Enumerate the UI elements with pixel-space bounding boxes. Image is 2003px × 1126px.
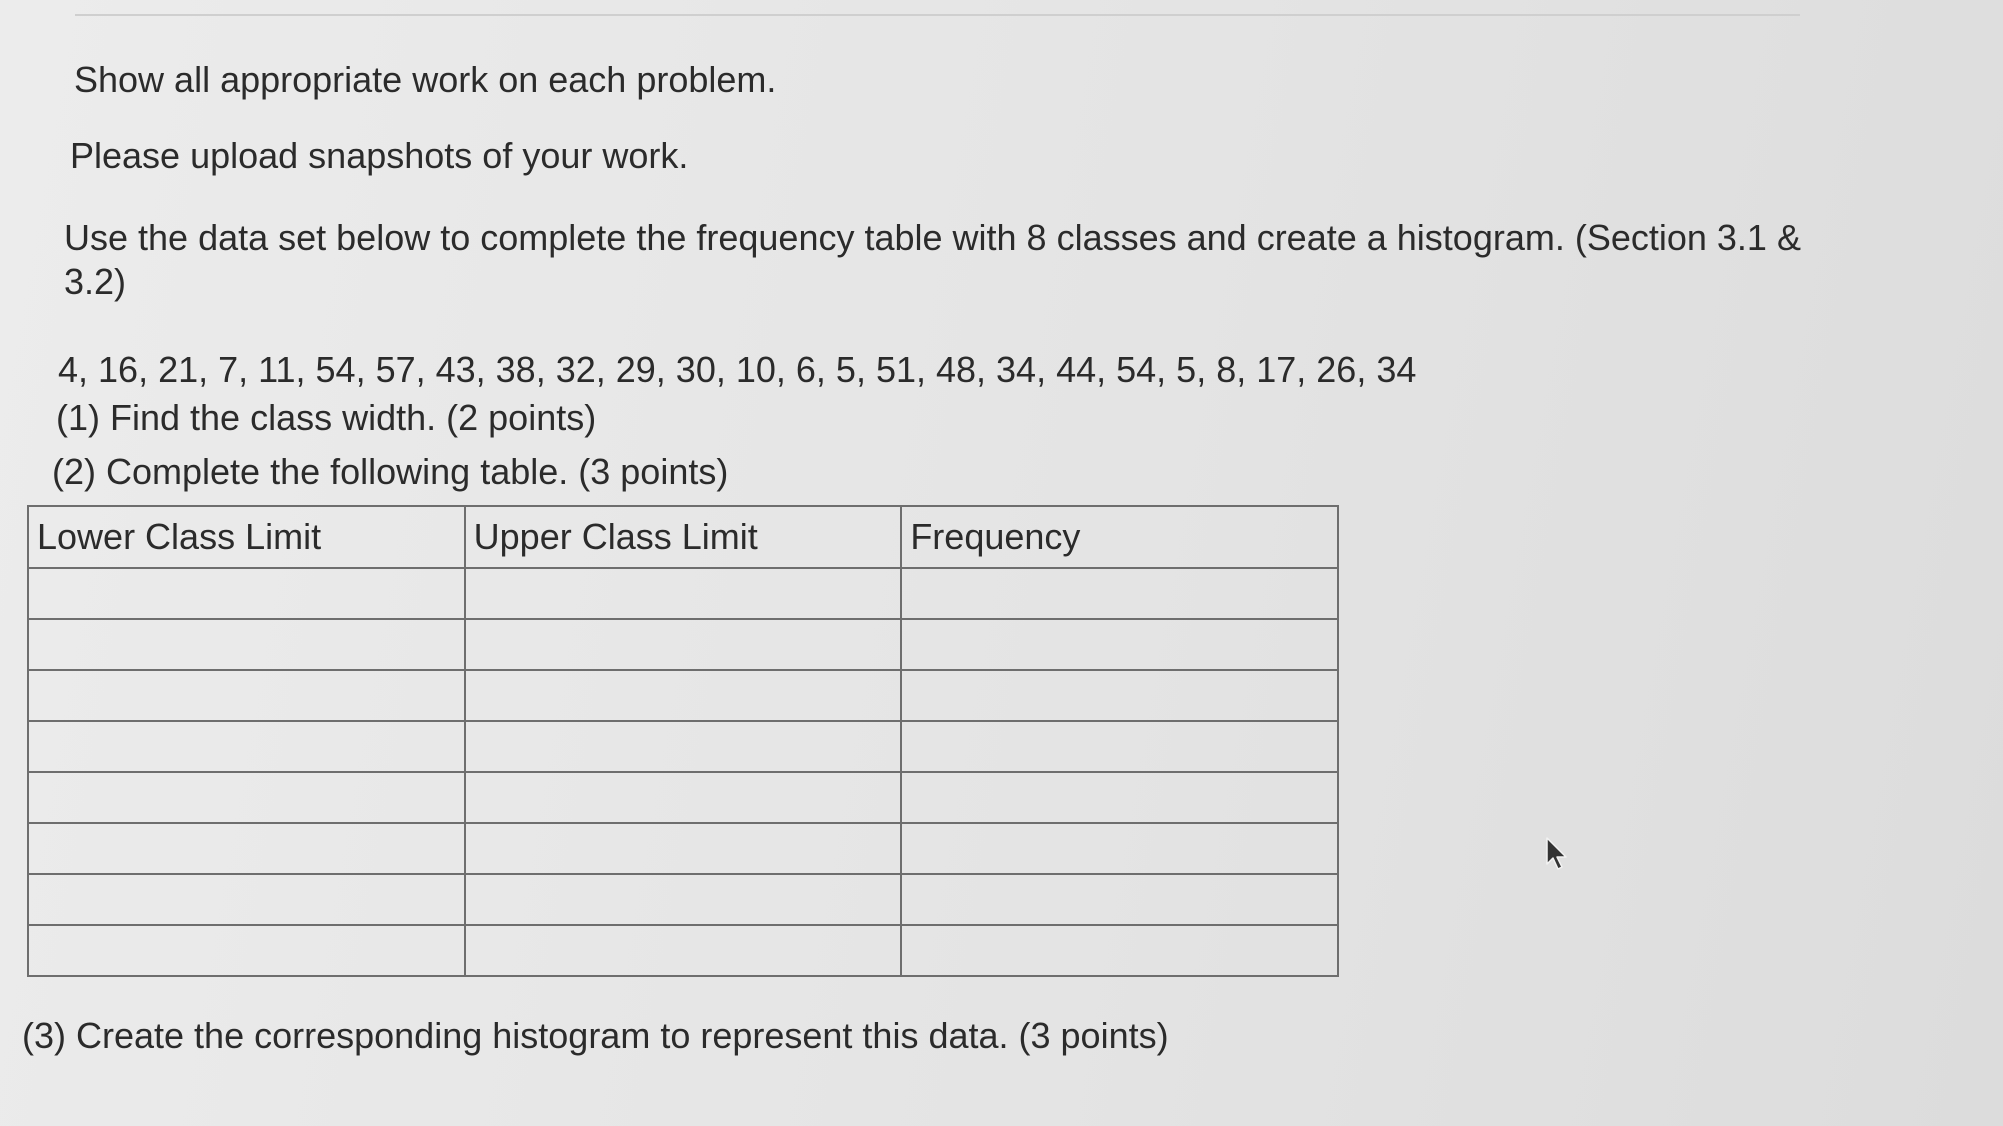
cell-frequency[interactable]: [901, 670, 1338, 721]
table-header-row: [28, 506, 1338, 568]
cell-upper-limit[interactable]: [465, 925, 902, 976]
cell-frequency[interactable]: [901, 874, 1338, 925]
table-row: [28, 823, 1338, 874]
table-row: [28, 772, 1338, 823]
cell-upper-limit[interactable]: [465, 670, 902, 721]
cell-frequency[interactable]: [901, 925, 1338, 976]
mouse-pointer-icon: [1545, 836, 1571, 872]
instruction-show-work: Show all appropriate work on each problem.: [74, 59, 777, 100]
cell-lower-limit[interactable]: [28, 619, 465, 670]
cell-lower-limit[interactable]: [28, 823, 465, 874]
cell-lower-limit[interactable]: [28, 670, 465, 721]
header-frequency: Frequency: [901, 506, 1338, 568]
data-set: 4, 16, 21, 7, 11, 54, 57, 43, 38, 32, 29, 30, 10, 6, 5, 51, 48, 34, 44, 54, 5, 8, 17, 26, 34: [58, 349, 1417, 390]
cell-upper-limit[interactable]: [465, 772, 902, 823]
table-row: [28, 925, 1338, 976]
cell-frequency[interactable]: [901, 823, 1338, 874]
cell-frequency[interactable]: [901, 568, 1338, 619]
cell-upper-limit[interactable]: [465, 568, 902, 619]
cell-frequency[interactable]: [901, 721, 1338, 772]
table-row: [28, 670, 1338, 721]
frequency-table: [27, 505, 1339, 977]
table-row: [28, 874, 1338, 925]
header-lower-class-limit: Lower Class Limit: [28, 506, 465, 568]
header-upper-class-limit: Upper Class Limit: [465, 506, 902, 568]
cell-lower-limit[interactable]: [28, 568, 465, 619]
cell-upper-limit[interactable]: [465, 874, 902, 925]
cell-lower-limit[interactable]: [28, 772, 465, 823]
top-divider: [75, 14, 1800, 16]
question-1: (1) Find the class width. (2 points): [56, 397, 597, 438]
cell-lower-limit[interactable]: [28, 874, 465, 925]
cell-frequency[interactable]: [901, 772, 1338, 823]
question-2: (2) Complete the following table. (3 points): [52, 451, 729, 492]
cell-frequency[interactable]: [901, 619, 1338, 670]
question-3: (3) Create the corresponding histogram to represent this data. (3 points): [22, 1015, 1169, 1056]
table-row: [28, 721, 1338, 772]
table-row: [28, 619, 1338, 670]
instruction-upload: Please upload snapshots of your work.: [70, 135, 689, 176]
cell-upper-limit[interactable]: [465, 619, 902, 670]
table-row: [28, 568, 1338, 619]
cell-lower-limit[interactable]: [28, 721, 465, 772]
cell-lower-limit[interactable]: [28, 925, 465, 976]
cell-upper-limit[interactable]: [465, 721, 902, 772]
cell-upper-limit[interactable]: [465, 823, 902, 874]
instruction-task: Use the data set below to complete the frequency table with 8 classes and create a histogram. (Section 3.1 & 3.2): [64, 217, 1801, 302]
